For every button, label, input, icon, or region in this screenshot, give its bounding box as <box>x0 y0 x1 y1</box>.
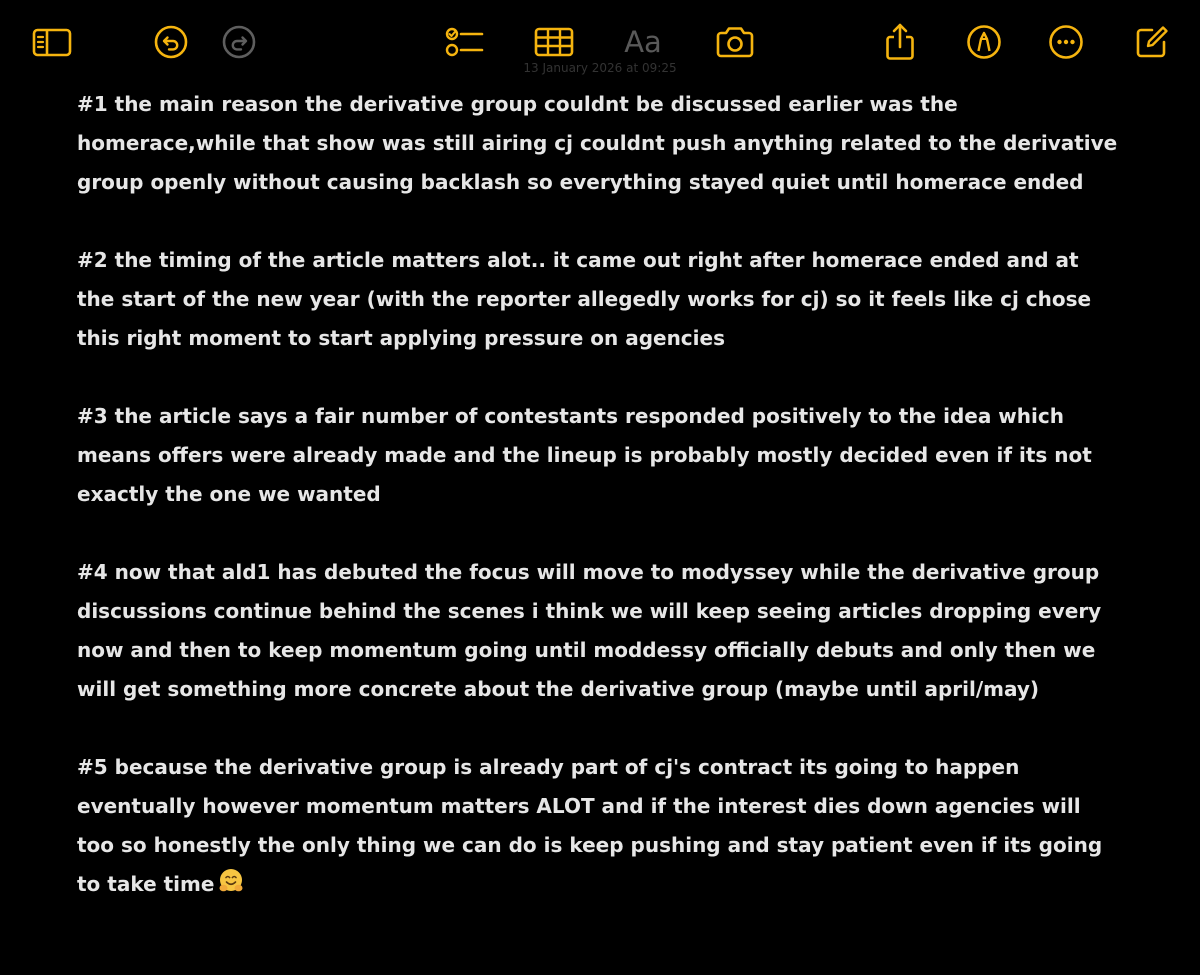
sidebar-toggle-button[interactable] <box>31 21 73 63</box>
camera-icon <box>714 24 756 60</box>
undo-button[interactable] <box>150 21 192 63</box>
note-date-line: 13 January 2026 at 09:25 <box>523 61 677 75</box>
camera-button[interactable] <box>714 21 756 63</box>
checklist-button[interactable] <box>443 21 485 63</box>
markup-button[interactable] <box>963 21 1005 63</box>
redo-button[interactable] <box>218 21 260 63</box>
note-paragraph-5: #5 because the derivative group is already part of cj's contract its going to happen eventually however momentum matters ALOT and if the interest dies down agencies will too so honestly the only thing we can do is keep pushing and stay patient even if its going to take time <box>77 755 1103 896</box>
sidebar-icon <box>31 26 73 58</box>
hugging-face-emoji-icon <box>218 868 244 907</box>
share-button[interactable] <box>879 21 921 63</box>
undo-icon <box>153 24 189 60</box>
checklist-icon <box>443 24 485 60</box>
table-button[interactable] <box>533 21 575 63</box>
redo-icon <box>221 24 257 60</box>
share-icon <box>882 22 918 62</box>
note-paragraph-1: #1 the main reason the derivative group couldnt be discussed earlier was the homerace,while that show was still airing cj couldnt push anything related to the derivative group openly without causing backlash so everything stayed quiet until homerace ended <box>77 92 1118 194</box>
table-icon <box>533 25 575 59</box>
compose-button[interactable] <box>1131 21 1173 63</box>
more-button[interactable] <box>1045 21 1087 63</box>
note-body[interactable] <box>77 85 1122 907</box>
note-paragraph-2: #2 the timing of the article matters alot.. it came out right after homerace ended and at the start of the new year (with the reporter allegedly works for cj) so it feels like cj chose this right moment to start applying pressure on agencies <box>77 248 1092 350</box>
note-paragraph-3: #3 the article says a fair number of contestants responded positively to the idea which means offers were already made and the lineup is probably mostly decided even if its not exactly the one we wanted <box>77 404 1092 506</box>
markup-pen-icon <box>966 24 1002 60</box>
more-icon <box>1048 24 1084 60</box>
format-text-label: Aa <box>624 25 662 59</box>
text-format-button[interactable] <box>622 21 664 63</box>
note-paragraph-4: #4 now that ald1 has debuted the focus will move to modyssey while the derivative group discussions continue behind the scenes i think we will keep seeing articles dropping every now and then to keep momentum going until moddessy officially debuts and only then we will get something more concrete about the derivative group (maybe until april/may) <box>77 560 1102 701</box>
compose-icon <box>1133 23 1171 61</box>
note-paragraph-5-wrap <box>77 748 1122 907</box>
